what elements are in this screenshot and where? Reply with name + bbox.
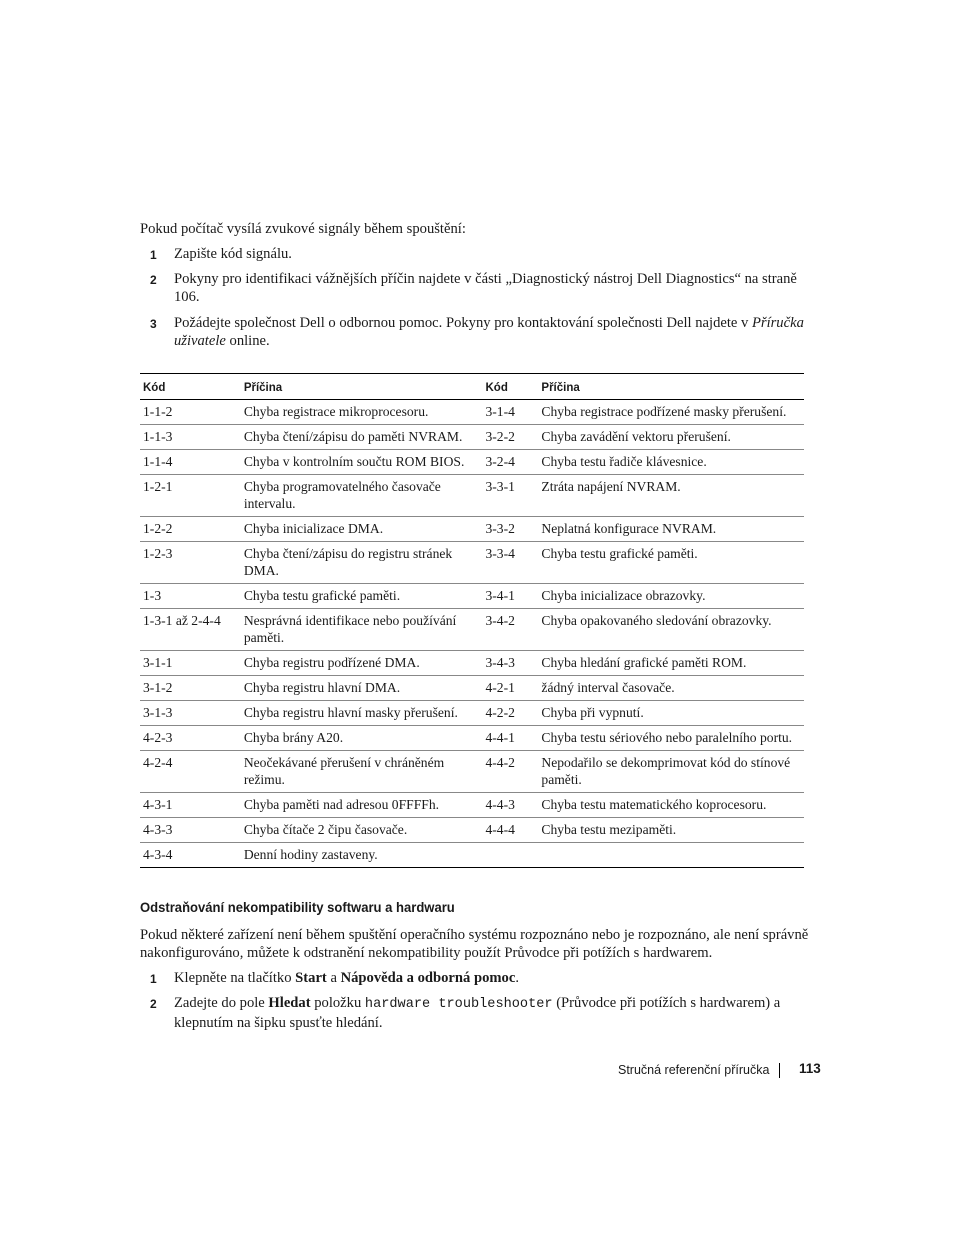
cause-cell: Chyba testu sériového nebo paralelního portu. bbox=[538, 726, 804, 751]
code-cell: 3-2-4 bbox=[482, 450, 538, 475]
cause-cell: Chyba registru podřízené DMA. bbox=[241, 651, 483, 676]
section-paragraph: Pokud některé zařízení není během spuštění operačního systému rozpoznáno nebo je rozpoznáno, ale není správně nakonfigurováno, můžete k odstranění nekompatibility použít Průvodce při potížích s hardwarem. bbox=[140, 927, 809, 961]
cause-cell: Chyba zavádění vektoru přerušení. bbox=[538, 425, 804, 450]
code-cell: 3-1-3 bbox=[140, 701, 241, 726]
table-header-row bbox=[140, 374, 804, 400]
cause-cell: Neočekávané přerušení v chráněném režimu. bbox=[241, 751, 483, 793]
table-row bbox=[140, 793, 804, 818]
code-cell: 4-4-3 bbox=[482, 793, 538, 818]
code-cell: 3-1-2 bbox=[140, 676, 241, 701]
code-cell: 1-1-4 bbox=[140, 450, 241, 475]
code-cell: 3-4-2 bbox=[482, 609, 538, 651]
step-number: 2 bbox=[150, 273, 157, 287]
table-row bbox=[140, 676, 804, 701]
cause-cell: žádný interval časovače. bbox=[538, 676, 804, 701]
cause-cell: Nepodařilo se dekomprimovat kód do stínové paměti. bbox=[538, 751, 804, 793]
step-text-part: online. bbox=[225, 333, 270, 349]
column-header-cause: Příčina bbox=[538, 374, 804, 400]
search-field-label: Hledat bbox=[268, 995, 311, 1011]
code-cell: 4-2-3 bbox=[140, 726, 241, 751]
code-cell: 3-3-2 bbox=[482, 517, 538, 542]
table-row bbox=[140, 425, 804, 450]
step-number: 3 bbox=[150, 317, 157, 331]
table-row bbox=[140, 651, 804, 676]
step-text-part: Klepněte na tlačítko bbox=[174, 970, 296, 986]
step-text bbox=[174, 314, 810, 350]
table-row bbox=[140, 542, 804, 584]
code-cell: 1-1-3 bbox=[140, 425, 241, 450]
cause-cell: Nesprávná identifikace nebo používání paměti. bbox=[241, 609, 483, 651]
code-cell: 1-2-2 bbox=[140, 517, 241, 542]
code-cell: 4-3-4 bbox=[143, 847, 173, 862]
code-cell: 4-2-2 bbox=[482, 701, 538, 726]
code-cell: 1-3-1 až 2-4-4 bbox=[140, 609, 241, 651]
section-heading: Odstraňování nekompatibility softwaru a hardwaru bbox=[140, 900, 455, 916]
cause-cell: Chyba testu matematického koprocesoru. bbox=[538, 793, 804, 818]
cause-cell: Chyba brány A20. bbox=[241, 726, 483, 751]
page-number: 113 bbox=[799, 1061, 821, 1076]
step-number: 2 bbox=[150, 997, 157, 1011]
code-cell: 4-4-4 bbox=[482, 818, 538, 843]
code-cell: 3-1-4 bbox=[482, 400, 538, 425]
cause-cell: Chyba čítače 2 čipu časovače. bbox=[241, 818, 483, 843]
code-cell: 3-4-1 bbox=[482, 584, 538, 609]
table-row bbox=[140, 751, 804, 793]
table-row bbox=[140, 701, 804, 726]
cause-cell: Chyba testu grafické paměti. bbox=[241, 584, 483, 609]
help-support-label: Nápověda a odborná pomoc bbox=[340, 970, 516, 986]
code-cell: 3-4-3 bbox=[482, 651, 538, 676]
code-cell: 3-2-2 bbox=[482, 425, 538, 450]
table-row bbox=[140, 726, 804, 751]
code-cell: 3-3-1 bbox=[482, 475, 538, 517]
cause-cell: Chyba opakovaného sledování obrazovky. bbox=[538, 609, 804, 651]
cause-cell: Chyba registru hlavní DMA. bbox=[241, 676, 483, 701]
cause-cell: Neplatná konfigurace NVRAM. bbox=[538, 517, 804, 542]
code-cell: 1-1-2 bbox=[140, 400, 241, 425]
cause-cell: Chyba v kontrolním součtu ROM BIOS. bbox=[241, 450, 483, 475]
cause-cell: Chyba registrace mikroprocesoru. bbox=[241, 400, 483, 425]
code-cell: 4-2-4 bbox=[140, 751, 241, 793]
step-text-part: Požádejte společnost Dell o odbornou pomoc. Pokyny pro kontaktování společnosti Dell najdete v bbox=[174, 315, 752, 331]
cause-cell: Chyba registrace podřízené masky přerušení. bbox=[538, 400, 804, 425]
code-cell: 3-3-4 bbox=[482, 542, 538, 584]
code-cell bbox=[482, 843, 538, 868]
cause-cell: Chyba testu grafické paměti. bbox=[538, 542, 804, 584]
step-text-part: a bbox=[326, 970, 341, 986]
code-cell: 4-3-3 bbox=[140, 818, 241, 843]
cause-cell: Chyba inicializace DMA. bbox=[241, 517, 483, 542]
column-header-code: Kód bbox=[140, 374, 241, 400]
cause-cell: Chyba programovatelného časovače intervalu. bbox=[241, 475, 483, 517]
cause-cell: Chyba registru hlavní masky přerušení. bbox=[241, 701, 483, 726]
table-row bbox=[140, 517, 804, 542]
cause-cell: Chyba při vypnutí. bbox=[538, 701, 804, 726]
cause-cell: Ztráta napájení NVRAM. bbox=[538, 475, 804, 517]
step-text-part: Zadejte do pole bbox=[174, 995, 269, 1011]
manual-title: Příručka uživatele bbox=[174, 315, 804, 349]
cause-cell: Chyba paměti nad adresou 0FFFFh. bbox=[241, 793, 483, 818]
intro-text: Pokud počítač vysílá zvukové signály během spouštění: bbox=[140, 221, 466, 237]
table-row bbox=[140, 450, 804, 475]
code-cell: 4-2-1 bbox=[482, 676, 538, 701]
table-row bbox=[140, 475, 804, 517]
table-row bbox=[140, 818, 804, 843]
cause-cell: Denní hodiny zastaveny. bbox=[243, 847, 378, 862]
step-text: Zapište kód signálu. bbox=[174, 246, 292, 262]
code-cell: 4-4-1 bbox=[482, 726, 538, 751]
search-term-code: hardware troubleshooter bbox=[364, 997, 553, 1012]
step-number: 1 bbox=[150, 972, 157, 986]
code-cell: 1-2-1 bbox=[140, 475, 241, 517]
step-number: 1 bbox=[150, 248, 157, 262]
step-text bbox=[174, 994, 810, 1032]
column-header-code: Kód bbox=[482, 374, 538, 400]
cause-cell: Chyba čtení/zápisu do paměti NVRAM. bbox=[241, 425, 483, 450]
footer-separator bbox=[779, 1063, 780, 1078]
beep-code-table bbox=[140, 373, 804, 868]
cause-cell: Chyba testu mezipaměti. bbox=[538, 818, 804, 843]
cause-cell bbox=[538, 843, 804, 868]
step-text bbox=[174, 969, 810, 987]
table-row bbox=[140, 400, 804, 425]
footer-title: Stručná referenční příručka bbox=[618, 1063, 770, 1077]
step-text-part: položku bbox=[310, 995, 365, 1011]
code-cell: 3-1-1 bbox=[140, 651, 241, 676]
start-label: Start bbox=[295, 970, 327, 986]
step-text: Pokyny pro identifikaci vážnějších příčin najdete v části „Diagnostický nástroj Dell Diagnostics“ na straně 106. bbox=[174, 271, 797, 305]
code-cell: 1-2-3 bbox=[140, 542, 241, 584]
column-header-cause: Příčina bbox=[241, 374, 483, 400]
code-cell: 4-3-1 bbox=[140, 793, 241, 818]
table-row bbox=[140, 584, 804, 609]
table-body bbox=[140, 400, 804, 868]
cause-cell: Chyba inicializace obrazovky. bbox=[538, 584, 804, 609]
cause-cell: Chyba hledání grafické paměti ROM. bbox=[538, 651, 804, 676]
step-text-part: (Průvodce při potížích s hardwarem) a klepnutím na šipku spusťte hledání. bbox=[174, 995, 781, 1031]
table-row bbox=[140, 609, 804, 651]
code-cell: 4-4-2 bbox=[482, 751, 538, 793]
code-cell: 1-3 bbox=[140, 584, 241, 609]
table-row bbox=[140, 843, 804, 868]
cause-cell: Chyba testu řadiče klávesnice. bbox=[538, 450, 804, 475]
step-text-part: . bbox=[515, 970, 519, 986]
cause-cell: Chyba čtení/zápisu do registru stránek DMA. bbox=[241, 542, 483, 584]
